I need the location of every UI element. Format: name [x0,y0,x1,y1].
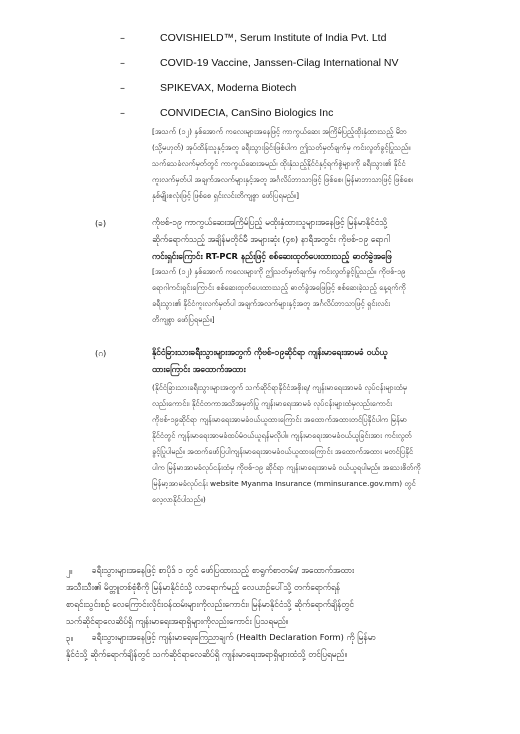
vaccine-name: CONVIDECIA, CanSino Biologics Inc [160,107,334,119]
bullet-dash: – [120,57,125,69]
para-3-line: နိုင်ငံသို့ ဆိုက်ရောက်ချိန်တွင် သက်ဆိုင်ရာလေဆိပ်ရှိ ကျန်းမာရေးအရာရှိများထံသို့ တင်ပြရမည်။ [66,649,348,659]
note-line: ပါက မြန်မာအာမခံလုပ်ငန်းထံမှ ကိုဗစ်-၁၉ ဆိုင်ရာ ကျန်းမာရေးအာမခံ ဝယ်ယူရပါမည်။ အသေးစိတ်ကို [152,463,421,472]
note-line: ခရီးသွား၏ နိုင်ငံကူးလက်မှတ်ပါ အချက်အလက်များနှင့်အတူ အင်္ဂလိပ်ဘာသာဖြင့် ရှင်းလင်း [152,299,391,308]
item-c-line: နိုင်ငံခြားသားခရီးသွားများအတွက် ကိုဗစ်-၁၉ဆိုင်ရာ ကျန်းမာရေးအာမခံ ဝယ်ယူ [152,347,388,357]
note-line: လေ့လာနိုင်ပါသည်။) [152,495,206,504]
note-line: [အသက် (၁၂) နှစ်အောက် ကလေးများကို ဤသတ်မှတ်ချက်မှ ကင်းလွတ်ခွင့်ပြုသည်။ ကိုဗစ်-၁၉ [152,267,406,276]
item-b-note [152,264,502,328]
bullet-dash: – [120,82,125,94]
note-line: လည်းကောင်း၊ နိုင်ငံတကာအသိအမှတ်ပြု ကျန်းမာရေးအာမခံ လုပ်ငန်းများထံမှလည်းကောင်း [152,399,393,408]
note-line: ကိုဗစ်-၁၉ဆိုင်ရာ ကျန်းမာရေးအာမခံဝယ်ယူထားကြောင်း အထောက်အထားတင်ပြနိုင်ပါက မြန်မာ [152,415,408,424]
vaccine-note [152,124,502,204]
bullet-dash: – [120,107,125,119]
para-2-line: အသီးသီး၏ မိတ္တူတစ်စုံစီကို မြန်မာနိုင်ငံသို့ လာရောက်မည့် လေယာဉ်ပေါ်သို့ တက်ရောက်ရန် [66,582,341,592]
item-c-number: (ဂ) [95,348,107,358]
note-line: ကူးလက်မှတ်ပါ အချက်အလက်များနှင့်အတူ အင်္ဂလိပ်ဘာသာဖြင့် ဖြစ်စေ၊ မြန်မာဘာသာဖြင့် ဖြစ်စေ၊ [152,175,413,184]
item-c-text [152,344,502,378]
item-c-note [152,380,502,508]
note-line: (နိုင်ငံခြားသားခရီးသွားများအတွက် သက်ဆိုင်ရာနိုင်ငံအစိုးရ/ ကျန်းမာရေးအာမခံ လုပ်ငန်းများထံမှ [152,383,407,392]
para-2-line: စာရင်းသွင်းစဉ် လေကြောင်းလိုင်းဝန်ထမ်းများကိုလည်းကောင်း၊ မြန်မာနိုင်ငံသို့ ဆိုက်ရောက်ချိန်တွင် [66,599,354,609]
item-b-line: ကင်းရှင်းကြောင်း RT-PCR နည်းဖြင့် စစ်ဆေးထုတ်ပေးထားသည့် ဓာတ်ခွဲအဖြေ [152,251,392,261]
vaccine-name: COVID-19 Vaccine, Janssen-Cilag International NV [160,57,399,69]
para-2-text [66,562,506,630]
item-b-line: ကိုဗစ်-၁၉ ကာကွယ်ဆေးအကြိမ်ပြည့် မထိုးနှံထားသူများအနေဖြင့် မြန်မာနိုင်ငံသို့ [152,217,388,227]
para-3-number: ၃။ [66,633,74,643]
para-3-line: ခရီးသွားများအနေဖြင့် ကျန်းမာရေးကြေညာချက် (Health Declaration Form) ကို မြန်မာ [92,632,376,642]
note-line: တိကျစွာ ဖော်ပြရမည်။] [152,315,215,324]
note-line: နိုင်ငံတွင် ကျန်းမာရေးအာမခံထပ်မံဝယ်ယူရန်မလိုပါ။ ကျန်းမာရေးအာမခံဝယ်ယူခြင်းအား ကင်းလွတ် [152,431,412,440]
note-line: ခွင့်ပြုပါမည်။ အထက်ဖော်ပြပါကျန်းမာရေးအာမခံဝယ်ယူထားကြောင်း အထောက်အထား မတင်ပြနိုင် [152,447,414,456]
item-b-line: ဆိုက်ရောက်သည့် အချိန်မတိုင်မီ အများဆုံး (၄၈) နာရီအတွင်း ကိုဗစ်-၁၉ ရောဂါ [152,234,390,244]
note-line: (သို့မဟုတ်) အုပ်ထိန်းသူနှင့်အတူ ခရီးသွားခြင်းဖြစ်ပါက ဤသတ်မှတ်ချက်မှ ကင်းလွတ်ခွင့်ပြုသည်။ [152,143,411,152]
item-b-text [152,214,502,265]
bullet-dash: – [120,32,125,44]
para-2-line: ခရီးသွားများအနေဖြင့် စာပိုဒ် ၁ တွင် ဖော်ပြထားသည့် စာရွက်စာတမ်း/ အထောက်အထား [92,565,355,575]
vaccine-name: COVISHIELD™, Serum Institute of India Pvt. Ltd [160,32,387,44]
para-2-line: သက်ဆိုင်ရာလေဆိပ်ရှိ ကျန်းမာရေးအရာရှိများကိုလည်းကောင်း ပြသရမည်။ [66,616,289,626]
list-item [120,80,296,96]
para-2-number: ၂။ [66,566,73,576]
item-c-line: ထားကြောင်း အထောက်အထား [152,364,246,374]
vaccine-name: SPIKEVAX, Moderna Biotech [160,82,297,94]
note-line: [အသက် (၁၂) နှစ်အောက် ကလေးများအနေဖြင့် ကာကွယ်ဆေး အကြိမ်ပြည့်ထိုးနှံထားသည့် မိဘ [152,127,408,136]
para-3-text [66,629,506,663]
note-line: ရောဂါကင်းရှင်းကြောင်း စစ်ဆေးထုတ်ပေးထားသည့် ဓာတ်ခွဲအဖြေဖြင့် စစ်ဆေးခဲ့သည့် နေ့ရက်ကို [152,283,406,292]
note-line: မြန်မာ့အာမခံလုပ်ငန်း website Myanma Insurance (mminsurance.gov.mm) တွင် [152,479,416,488]
list-item [120,105,333,121]
note-line: သက်သေခံလက်မှတ်တွင် ကာကွယ်ဆေးအမည်၊ ထိုးနှံသည့်နိုင်ငံနှင့်ရက်စွဲများကို ခရီးသွား၏ နိုင်ငံ [152,159,406,168]
item-b-number: (ခ) [95,218,107,228]
list-item [120,55,399,71]
list-item [120,30,386,46]
note-line: နှစ်မျိုးစလုံးဖြင့် ဖြစ်စေ ရှင်းလင်းတိကျစွာ ဖော်ပြရမည်။] [152,191,300,200]
